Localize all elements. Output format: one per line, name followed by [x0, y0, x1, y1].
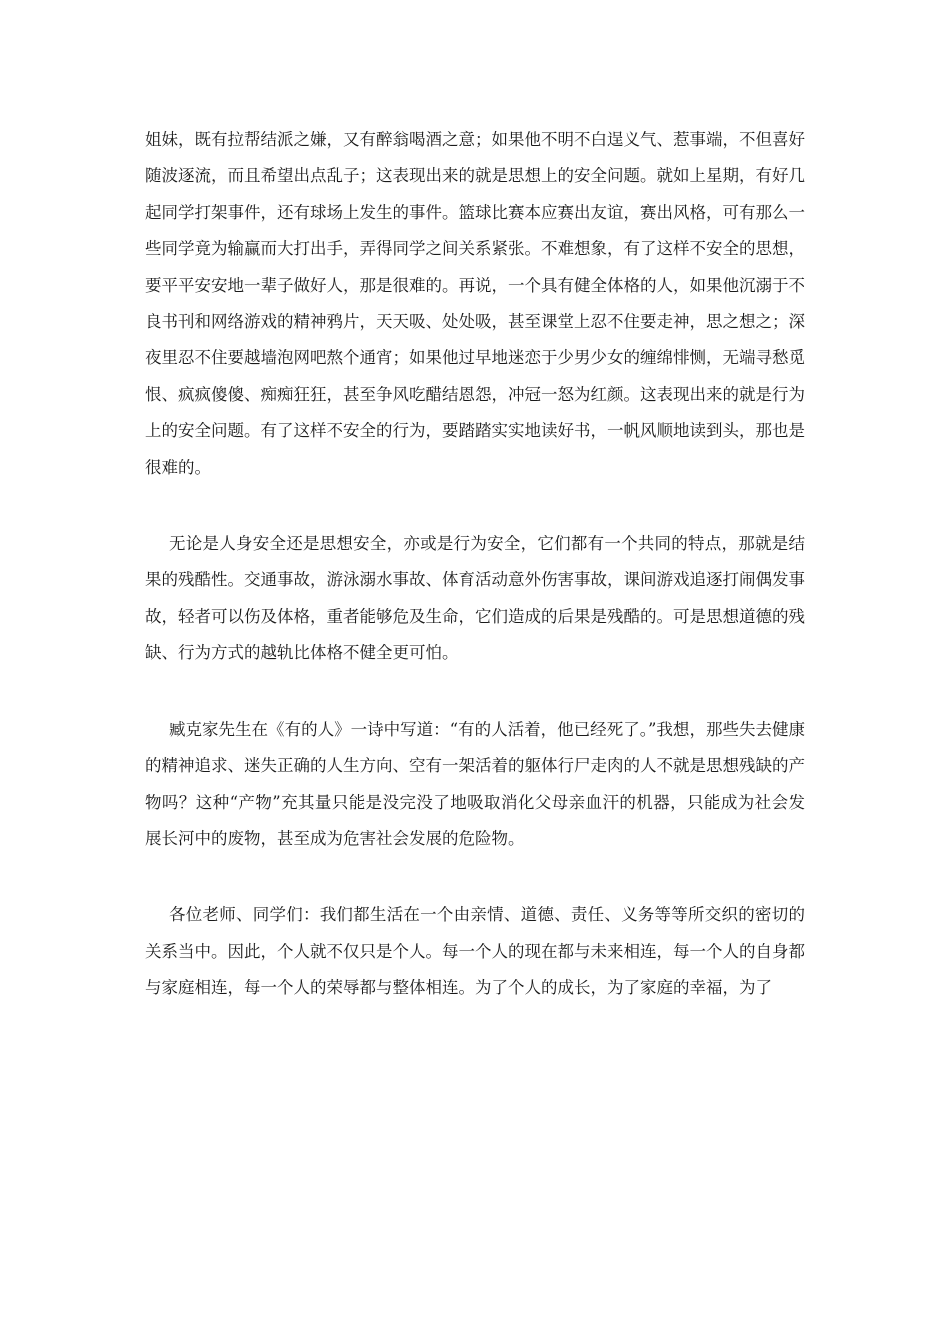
document-body	[145, 122, 805, 1007]
paragraph-1: 姐妹，既有拉帮结派之嫌，又有醉翁喝酒之意；如果他不明不白逞义气、惹事端，不但喜好随波逐流，而且希望出点乱子；这表现出来的就是思想上的安全问题。就如上星期，有好几起同学打架事件，还有球场上发生的事件。篮球比赛本应赛出友谊，赛出风格，可有那么一些同学竟为输赢而大打出手，弄得同学之间关系紧张。不难想象，有了这样不安全的思想，要平平安安地一辈子做好人，那是很难的。再说，一个具有健全体格的人，如果他沉溺于不良书刊和网络游戏的精神鸦片，天天吸、处处吸，甚至课堂上忍不住要走神，思之想之；深夜里忍不住要越墙泡网吧熬个通宵；如果他过早地迷恋于少男少女的缠绵悱恻，无端寻愁觅恨、疯疯傻傻、痴痴狂狂，甚至争风吃醋结恩怨，冲冠一怒为红颜。这表现出来的就是行为上的安全问题。有了这样不安全的行为，要踏踏实实地读好书，一帆风顺地读到头，那也是很难的。	[145, 130, 805, 477]
paragraph-3: 臧克家先生在《有的人》一诗中写道：“有的人活着，他已经死了。”我想，那些失去健康的精神追求、迷失正确的人生方向、空有一架活着的躯体行尸走肉的人不就是思想残缺的产物吗？这种“产物”充其量只能是没完没了地吸取消化父母亲血汗的机器，只能成为社会发展长河中的废物，甚至成为危害社会发展的危险物。	[145, 719, 805, 848]
paragraph-4: 各位老师、同学们：我们都生活在一个由亲情、道德、责任、义务等等所交织的密切的关系当中。因此，个人就不仅只是个人。每一个人的现在都与未来相连，每一个人的自身都与家庭相连，每一个人的荣辱都与整体相连。为了个人的成长，为了家庭的幸福，为了	[145, 905, 805, 998]
paragraph-2: 无论是人身安全还是思想安全，亦或是行为安全，它们都有一个共同的特点，那就是结果的残酷性。交通事故，游泳溺水事故、体育活动意外伤害事故，课间游戏追逐打闹偶发事故，轻者可以伤及体格，重者能够危及生命，它们造成的后果是残酷的。可是思想道德的残缺、行为方式的越轨比体格不健全更可怕。	[145, 534, 805, 663]
